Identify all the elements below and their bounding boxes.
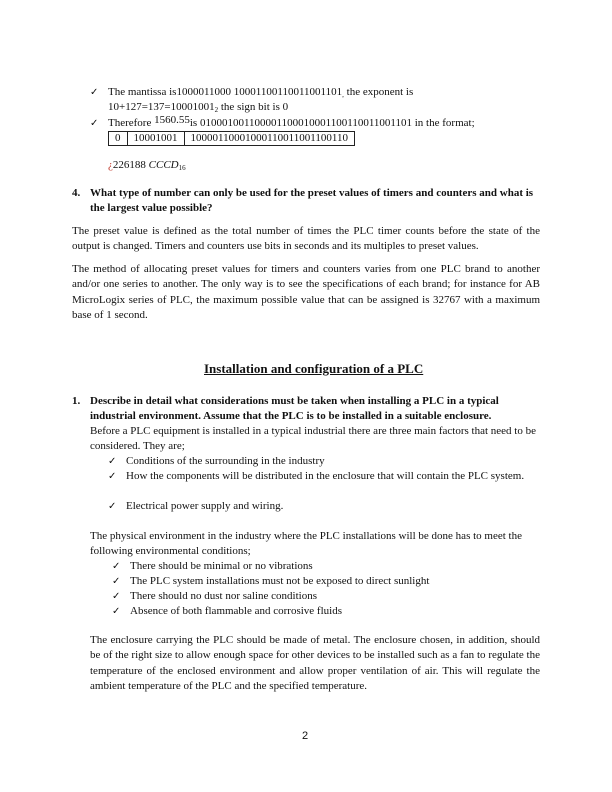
page-number: 2 xyxy=(302,730,309,742)
check-mark-icon: ✓ xyxy=(90,118,99,129)
q4-number: 4. xyxy=(72,187,81,199)
check-mark-icon: ✓ xyxy=(112,576,121,587)
check-mark-icon: ✓ xyxy=(108,501,117,512)
q4-question: What type of number can only be used for the preset values of timers and counters and what is the largest value possible? xyxy=(90,187,534,215)
binary-value: is 01000100110000110001000110011001100 xyxy=(189,117,391,129)
condition-item: There should no dust nor saline conditions xyxy=(130,590,317,602)
condition-item: Absence of both flammable and corrosive fluids xyxy=(130,605,342,617)
mantissa-prefix: The mantissa is xyxy=(108,86,177,98)
enclosure-paragraph: The enclosure carrying the PLC should be made of metal. The enclosure chosen, in addition, should be of the right size to allow enough space for other devices to be installed such as a fan to regulate the temperature of the enclosed environment and allow proper ventilation of air. This will regulate the ambient temperature of the PLC and the specified temperature. xyxy=(90,634,540,693)
therefore-prefix: Therefore xyxy=(108,117,155,129)
q1-intro: Before a PLC equipment is installed in a typical industrial there are three main factors that need to be considered. They are; xyxy=(90,425,536,453)
mantissa-line: The mantissa is1000011000 $10001100110011001101_,$ the exponent is xyxy=(108,86,414,99)
hex-subscript: 16 xyxy=(178,164,186,172)
section-title: Installation and configuration of a PLC xyxy=(204,361,424,376)
q4-paragraph-2: The method of allocating preset values for timers and counters varies from one PLC brand to another and/or one series to another. The only way is to see the specifications of each brand; for instance for AB MicroLogix series of PLC, the maximum possible value that can be assigned is 32767 with a maximum base of 1 second. xyxy=(72,263,540,322)
check-mark-icon: ✓ xyxy=(108,456,117,467)
hex-line xyxy=(108,159,186,175)
condition-item: The PLC system installations must not be exposed to direct sunlight xyxy=(130,575,430,587)
q1-question: Describe in detail what considerations must be taken when installing a PLC in a typical industrial environment. Assume that the PLC is to be installed in a suitable enclosure. xyxy=(90,395,499,423)
check-mark-icon: ✓ xyxy=(90,87,99,98)
hex-prefix-value: 226188 xyxy=(112,159,146,171)
mantissa-trailing: 1 xyxy=(336,86,343,98)
check-mark-icon: ✓ xyxy=(112,561,121,572)
condition-item: There should be minimal or no vibrations xyxy=(130,560,313,572)
sign-bit-text: the sign bit is 0 xyxy=(218,101,289,113)
check-mark-icon: ✓ xyxy=(112,606,121,617)
therefore-line xyxy=(108,114,475,130)
factor-item: How the components will be distributed in the enclosure that will contain the PLC system. xyxy=(126,470,525,482)
environment-intro: The physical environment in the industry where the PLC installations will be done has to meet the following environmental conditions; xyxy=(90,530,522,558)
factor-item: Conditions of the surrounding in the industry xyxy=(126,455,325,467)
exponent-cell: 10001001 xyxy=(127,132,184,146)
mantissa-cell: 10000110001000110011001100110 xyxy=(184,132,354,146)
exponent-subscript: 2 xyxy=(214,106,219,114)
decimal-value: 1560.55 xyxy=(154,114,190,126)
factor-item: Electrical power supply and wiring. xyxy=(126,500,284,512)
format-text: 1101 in the format; xyxy=(390,117,475,129)
check-mark-icon: ✓ xyxy=(108,471,117,482)
exponent-label: the exponent is xyxy=(343,86,414,98)
q1-number: 1. xyxy=(72,395,81,407)
exponent-line xyxy=(108,101,288,117)
q4-paragraph-1: The preset value is defined as the total number of times the PLC timer counts before the state of the output is changed. Timers and counters use bits in seconds and its multiples to preset values. xyxy=(72,225,540,253)
ieee-format-table xyxy=(108,131,355,146)
exponent-expression: 10+127=137=10001001 xyxy=(108,101,215,113)
sign-bit-cell: 0 xyxy=(109,132,128,146)
mantissa-value: 1000011000 1000110011001100110 xyxy=(176,86,337,98)
hex-value: CCCD xyxy=(148,159,179,171)
inverted-question-mark: ¿ xyxy=(108,159,113,171)
check-mark-icon: ✓ xyxy=(112,591,121,602)
